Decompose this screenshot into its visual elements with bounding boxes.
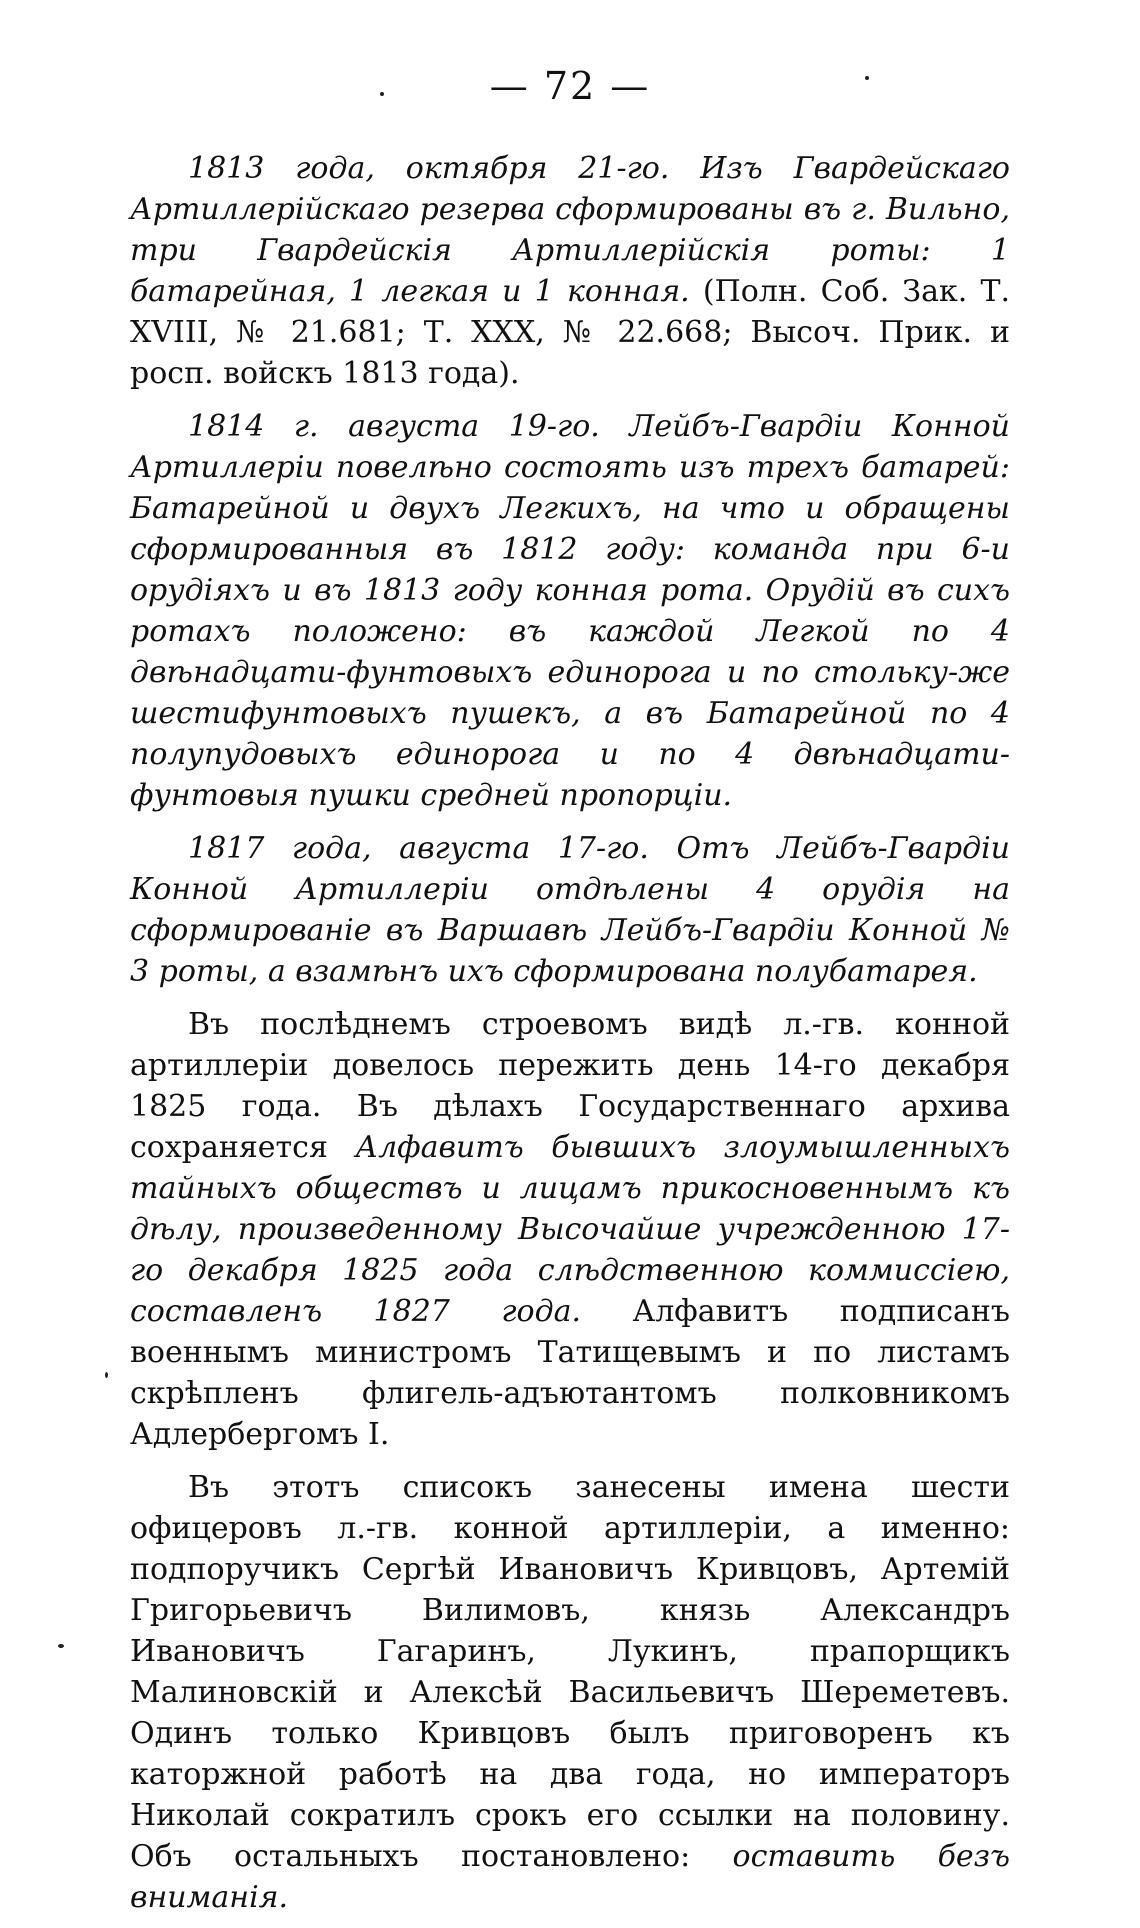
paragraph-1813-italic: 1813 года, октября 21-го. Изъ Гвардейскаго Артиллерiйскаго резерва сформированы въ г. Вильно, три Гвардейскiя Артиллерiйскiя роты: 1 батарейная, 1 легкая и 1 конная. — [130, 151, 1010, 309]
paragraph-officers — [130, 1467, 1010, 1918]
paragraph-1825-title: Алфавитъ бывшихъ злоумышленныхъ тайныхъ обществъ и лицамъ прикосновеннымъ къ дѣлу, произведенному Высочайше учрежденною 17-го декабря 1825 года слѣдственною коммиссiею, составленъ 1827 года. — [130, 1130, 1010, 1329]
paragraph-1813 — [130, 148, 1010, 394]
print-speck — [380, 92, 384, 96]
print-speck — [58, 1644, 64, 1648]
paragraph-1825-signature: Алфавитъ подписанъ военнымъ министромъ Татищевымъ и по листамъ скрѣпленъ флигель-адъютантомъ полковникомъ Адлербергомъ I. — [130, 1294, 1010, 1452]
print-speck — [865, 76, 869, 80]
paragraph-1825 — [130, 1004, 1010, 1455]
paragraph-1817 — [130, 828, 1010, 992]
paragraph-1817-italic: 1817 года, августа 17-го. Отъ Лейбъ-Гвардiи Конной Артиллерiи отдѣлены 4 орудiя на сформированiе въ Варшавѣ Лейбъ-Гвардiи Конной № 3 роты, а взамѣнъ ихъ сформирована полубатарея. — [130, 831, 1010, 989]
paragraph-1814-italic: 1814 г. августа 19-го. Лейбъ-Гвардiи Конной Артиллерiи повелѣно состоять изъ трехъ батарей: Батарейной и двухъ Легкихъ, на что и обращены сформированныя въ 1812 году: команда при 6-и орудiяхъ и въ 1813 году конная рота. Орудiй въ сихъ ротахъ положено: въ каждой Легкой по 4 двѣнадцати-фунтовыхъ единорога и по стольку-же шестифунтовыхъ пушекъ, а въ Батарейной по 4 полупудовыхъ единорога и по 4 двѣнадцати-фунтовыя пушки средней пропорцiи. — [130, 409, 1010, 813]
page-number: — 72 — — [489, 64, 651, 108]
print-speck — [105, 1372, 108, 1378]
paragraph-1813-citation: (Полн. Соб. Зак. Т. XVIII, № 21.681; Т. XXX, № 22.668; Высоч. Прик. и росп. войскъ 1813 года). — [130, 274, 1011, 391]
paragraph-1814 — [130, 406, 1010, 816]
paragraph-officers-text: Въ этотъ списокъ занесены имена шести офицеровъ л.-гв. конной артиллерiи, а именно: подпоручикъ Сергѣй Ивановичъ Кривцовъ, Артемiй Григорьевичъ Вилимовъ, князь Александръ Ивановичъ Гагаринъ, Лукинъ, прапорщикъ Малиновскiй и Алексѣй Васильевичъ Шереметевъ. Одинъ только Кривцовъ былъ приговоренъ къ каторжной работѣ на два года, но императоръ Николай сократилъ срокъ его ссылки на половину. Объ остальныхъ постановлено: — [130, 1470, 1010, 1874]
paragraph-1825-intro: Въ послѣднемъ строевомъ видѣ л.-гв. конной артиллерiи довелось пережить день 14-го декабря 1825 года. Въ дѣлахъ Государственнаго архива сохраняется — [130, 1007, 1010, 1165]
body-text — [130, 148, 1010, 1918]
paragraph-officers-resolution: оставить безъ вниманiя. — [130, 1839, 1010, 1915]
